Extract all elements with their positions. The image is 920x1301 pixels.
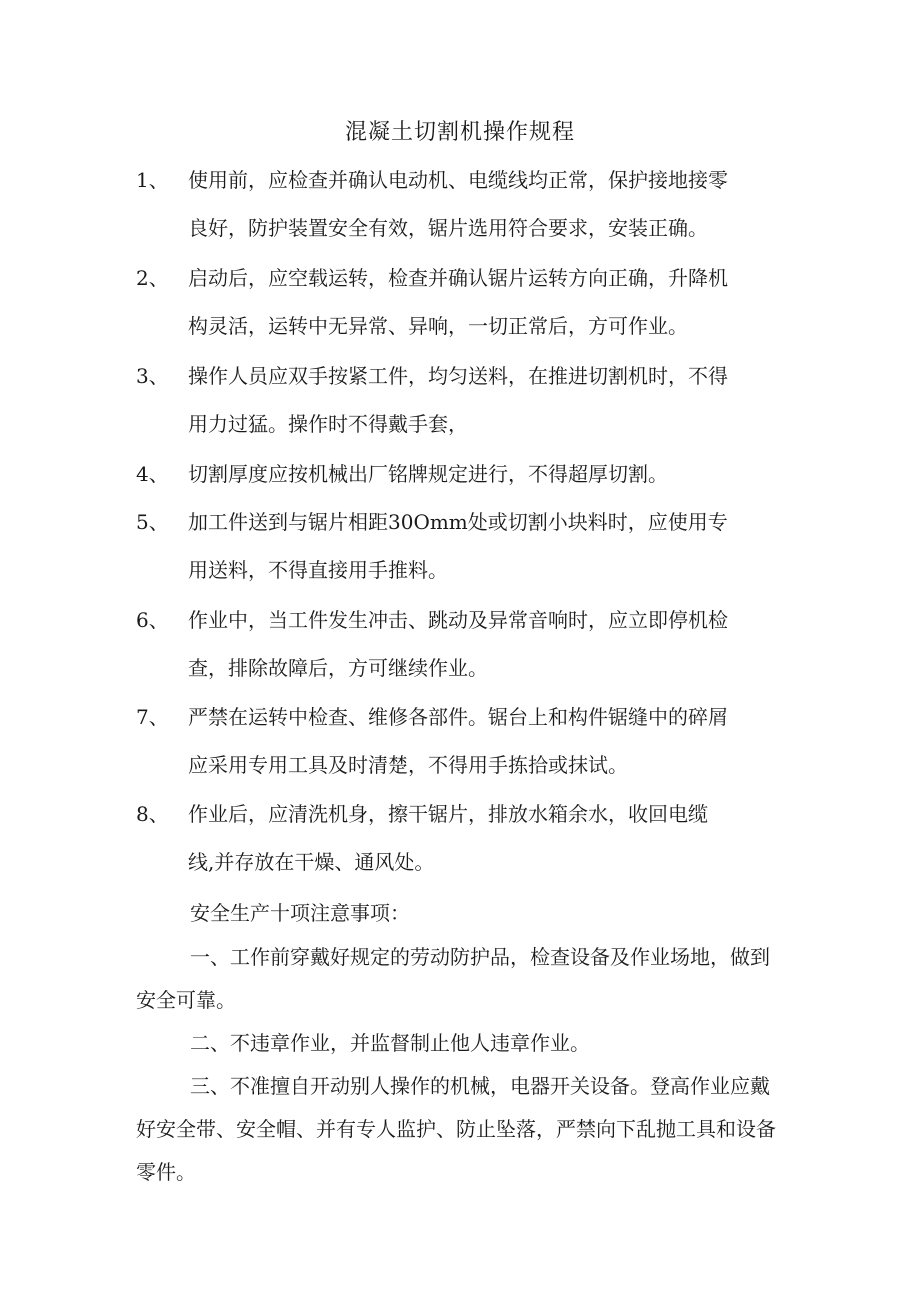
rule-number: 8、 <box>136 802 169 826</box>
rule-item-8 <box>136 790 796 886</box>
rule-text-line1: 切割厚度应按机械出厂铭牌规定进行，不得超厚切割。 <box>188 462 668 486</box>
rule-text-line1: 作业后，应清洗机身，擦干锯片，排放水箱余水，收回电缆 <box>188 802 708 826</box>
rule-text-line2: 良好，防护装置安全有效，锯片选用符合要求，安装正确。 <box>188 216 708 240</box>
safety-item-2: 二、不违章作业，并监督制止他人违章作业。 <box>190 1031 590 1055</box>
rule-text-line2: 应采用专用工具及时清楚，不得用手拣拾或抹试。 <box>188 753 628 777</box>
rule-number: 6、 <box>136 608 169 632</box>
rule-item-4 <box>136 450 796 498</box>
rule-item-3 <box>136 352 796 448</box>
rule-text-line1: 启动后，应空载运转，检查并确认锯片运转方向正确，升降机 <box>188 266 728 290</box>
safety-item-3: 三、不准擅自开动别人操作的机械，电器开关设备。登高作业应戴好安全带、安全帽、并有专人监护、防止坠落，严禁向下乱抛工具和设备零件。 <box>136 1074 776 1184</box>
rule-item-1 <box>136 156 796 252</box>
document-title: 混凝土切割机操作规程 <box>344 120 575 145</box>
rule-item-5 <box>136 498 796 594</box>
rule-number: 1、 <box>136 168 169 192</box>
rule-number: 2、 <box>136 266 169 290</box>
rule-number: 7、 <box>136 705 169 729</box>
rule-text-line2: 用送料，不得直接用手推料。 <box>188 558 448 582</box>
rule-text-line1: 使用前，应检查并确认电动机、电缆线均正常，保护接地接零 <box>188 168 728 192</box>
rule-text-line2: 查，排除故障后，方可继续作业。 <box>188 656 488 680</box>
rule-item-6 <box>136 596 796 692</box>
rule-item-2 <box>136 254 796 350</box>
safety-heading: 安全生产十项注意事项： <box>190 901 410 925</box>
safety-item-1: 一、工作前穿戴好规定的劳动防护品，检查设备及作业场地，做到安全可靠。 <box>136 945 770 1012</box>
rule-number: 5、 <box>136 510 169 534</box>
rule-text-line2: 线,并存放在干燥、通风处。 <box>188 850 435 874</box>
rule-text-line2: 构灵活，运转中无异常、异响，一切正常后，方可作业。 <box>188 314 688 338</box>
rule-text-line1: 严禁在运转中检查、维修各部件。锯台上和构件锯缝中的碎屑 <box>188 705 728 729</box>
rule-text-line2: 用力过猛。操作时不得戴手套， <box>188 412 468 436</box>
rule-number: 4、 <box>136 462 169 486</box>
rule-text-line1: 加工件送到与锯片相距30Omm处或切割小块料时，应使用专 <box>188 510 728 534</box>
rule-text-line1: 操作人员应双手按紧工件，均匀送料，在推进切割机时，不得 <box>188 364 728 388</box>
rule-number: 3、 <box>136 364 169 388</box>
rule-text-line1: 作业中，当工件发生冲击、跳动及异常音响时，应立即停机检 <box>188 608 728 632</box>
rule-item-7 <box>136 693 796 789</box>
